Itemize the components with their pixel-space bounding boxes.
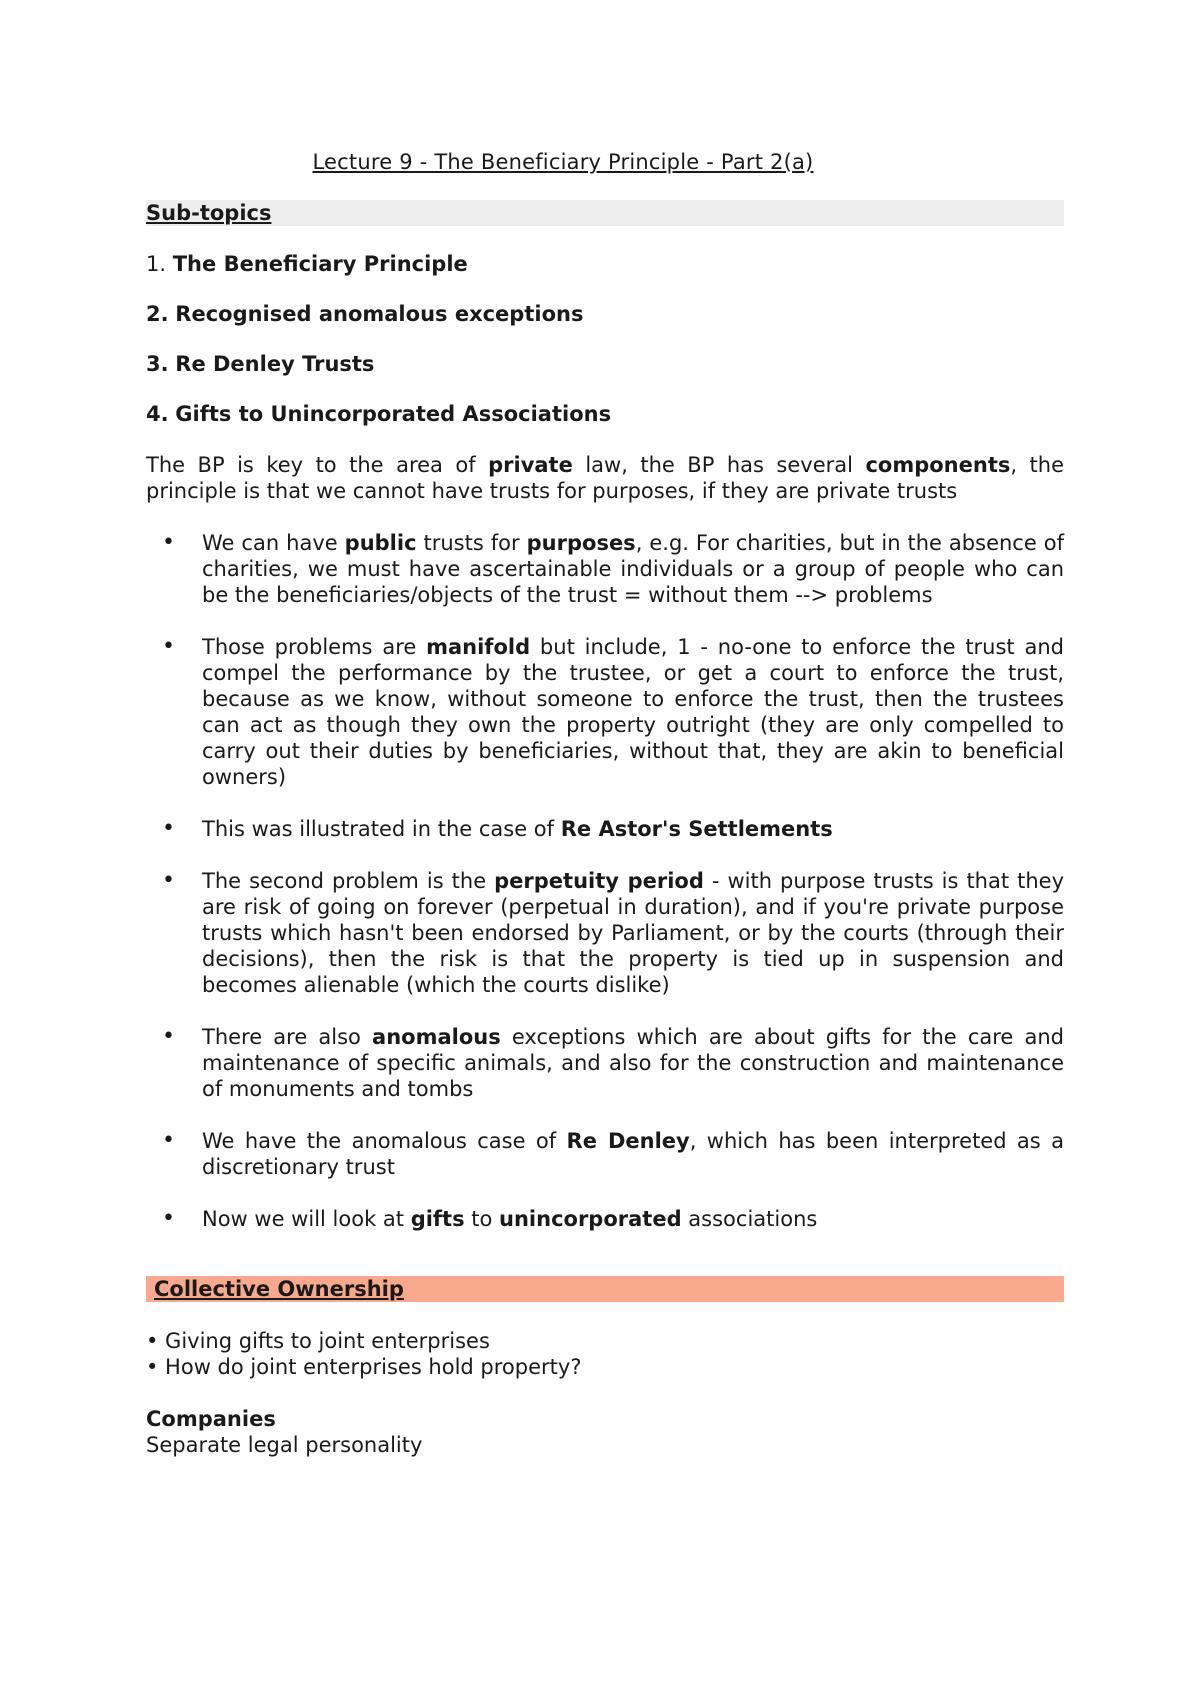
subtopic-number: 1.	[146, 252, 167, 276]
bullet-keyword: public	[344, 531, 417, 555]
bullet-text: associations	[681, 1207, 818, 1231]
bullet-glyph: •	[162, 1206, 175, 1231]
bullet-item	[146, 816, 1064, 842]
intro-keyword: private	[488, 453, 573, 477]
bullet-text: The second problem is the	[202, 869, 495, 893]
intro-paragraph	[146, 452, 1064, 504]
bullet-text: - with purpose trusts is that they are risk of going on forever (perpetual in duration), and if you're private purpose trusts which hasn't been endorsed by Parliament, or by the courts (through their decisions), then the risk is that the property is tied up in suspension and becomes alienable (which the courts dislike)	[202, 869, 1064, 997]
bullet-item	[146, 530, 1064, 608]
bullet-keyword: unincorporated	[499, 1207, 682, 1231]
collective-ownership-heading: Collective Ownership	[146, 1276, 1064, 1302]
bullet-text: to	[464, 1207, 500, 1231]
collective-item: • Giving gifts to joint enterprises	[146, 1329, 490, 1353]
bullet-text: Those problems are	[202, 635, 427, 659]
intro-text: law, the BP has several	[572, 453, 866, 477]
companies-heading: Companies	[146, 1407, 276, 1431]
bullet-text: but include, 1 - no-one to enforce the trust and compel the performance by the trustee, or get a court to enforce the trust, because as we know, without someone to enforce the trust, then the trustees can act as though they own the property outright (they are only compelled to carry out their duties by beneficiaries, without that, they are akin to beneficial owners)	[202, 635, 1064, 789]
bullet-item	[146, 868, 1064, 998]
bullet-glyph: •	[162, 816, 175, 841]
collective-list	[146, 1328, 1064, 1380]
bullet-keyword: Re Denley	[566, 1129, 690, 1153]
bullet-item	[146, 634, 1064, 790]
bullet-keyword: Re Astor's Settlements	[560, 817, 833, 841]
bullet-item	[146, 1206, 1064, 1232]
bullet-text: exceptions which are about gifts for the care and maintenance of specific animals, and also for the construction and maintenance of monuments and tombs	[202, 1025, 1064, 1101]
document-page	[146, 150, 1064, 1458]
bullet-glyph: •	[162, 1024, 175, 1049]
intro-keyword: components	[865, 453, 1011, 477]
bullet-text: Now we will look at	[202, 1207, 411, 1231]
bullet-keyword: manifold	[426, 635, 531, 659]
bullet-glyph: •	[162, 634, 175, 659]
subtopic-number: 2.	[146, 302, 169, 326]
bullet-text: We have the anomalous case of	[202, 1129, 567, 1153]
subtopic-number: 3.	[146, 352, 169, 376]
subtopic-4	[146, 402, 1064, 426]
subtopic-1	[146, 252, 1064, 276]
bullet-text: This was illustrated in the case of	[202, 817, 561, 841]
subtopic-label: Gifts to Unincorporated Associations	[175, 402, 612, 426]
subtopic-label: Re Denley Trusts	[175, 352, 375, 376]
subtopic-2	[146, 302, 1064, 326]
subtopics-heading: Sub-topics	[146, 200, 1064, 226]
bullet-keyword: gifts	[410, 1207, 465, 1231]
intro-text: , the principle is that we cannot have trusts for purposes, if they are private trusts	[146, 453, 1064, 503]
bullet-glyph: •	[162, 868, 175, 893]
bullet-text: There are also	[202, 1025, 373, 1049]
page-title: Lecture 9 - The Beneficiary Principle - Part 2(a)	[312, 150, 814, 174]
bullet-keyword: purposes	[526, 531, 636, 555]
subtopic-label: The Beneficiary Principle	[172, 252, 468, 276]
bullet-text: , which has been interpreted as a discretionary trust	[202, 1129, 1064, 1179]
bullet-text: We can have	[202, 531, 345, 555]
bullet-glyph: •	[162, 530, 175, 555]
subtopic-3	[146, 352, 1064, 376]
bullet-keyword: anomalous	[372, 1025, 501, 1049]
subtopic-label: Recognised anomalous exceptions	[175, 302, 584, 326]
companies-text: Separate legal personality	[146, 1433, 423, 1457]
intro-text: The BP is key to the area of	[146, 453, 489, 477]
subtopic-number: 4.	[146, 402, 169, 426]
bullet-text: trusts for	[416, 531, 527, 555]
collective-item: • How do joint enterprises hold property?	[146, 1355, 582, 1379]
bullet-keyword: perpetuity period	[494, 869, 704, 893]
bullet-text: , e.g. For charities, but in the absence of charities, we must have ascertainable individuals or a group of people who can be the beneficiaries/objects of the trust = without them --> problems	[202, 531, 1064, 607]
bullet-glyph: •	[162, 1128, 175, 1153]
bullet-item	[146, 1128, 1064, 1180]
bullet-list	[146, 530, 1064, 1232]
bullet-item	[146, 1024, 1064, 1102]
